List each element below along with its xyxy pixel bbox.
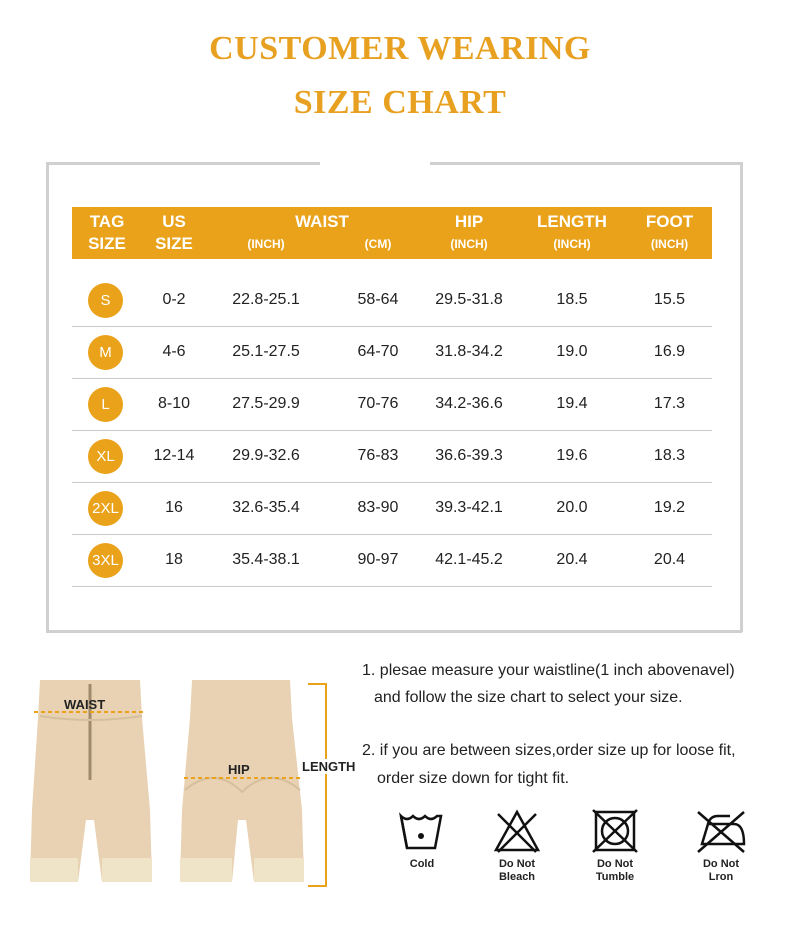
cell-hip: 36.6-39.3 xyxy=(435,447,503,464)
cell-waist-inch: 22.8-25.1 xyxy=(232,291,300,308)
cell-us: 18 xyxy=(165,551,183,568)
size-badge: 2XL xyxy=(88,491,123,526)
cell-waist-inch: 29.9-32.6 xyxy=(232,447,300,464)
cell-length: 19.6 xyxy=(556,447,588,464)
header-tag-line1: TAG xyxy=(89,212,125,231)
frame-top-right xyxy=(430,162,742,165)
note-1-line2: and follow the size chart to select your size. xyxy=(374,689,683,706)
cell-length: 19.4 xyxy=(556,395,588,412)
frame-bottom xyxy=(46,630,742,633)
care-label-line1: Do Not xyxy=(498,858,536,870)
cell-waist-inch: 32.6-35.4 xyxy=(232,499,300,516)
cell-length: 19.0 xyxy=(556,343,588,360)
table-row xyxy=(72,379,712,431)
header-tag-line2: SIZE xyxy=(88,234,126,253)
wash-cold-icon xyxy=(397,808,447,854)
cell-waist-cm: 90-97 xyxy=(357,551,399,568)
no-bleach-icon xyxy=(492,808,542,854)
cell-hip: 42.1-45.2 xyxy=(435,551,503,568)
care-label-line1: Do Not xyxy=(596,858,634,870)
note-1-line1: 1. plesae measure your waistline(1 inch abovenavel) xyxy=(362,662,735,679)
page-title-line2: SIZE CHART xyxy=(293,84,507,121)
table-row xyxy=(72,535,712,587)
frame-right xyxy=(740,162,743,632)
size-badge: M xyxy=(88,335,123,370)
cell-foot: 19.2 xyxy=(653,499,686,516)
care-item-cold xyxy=(387,808,457,871)
cell-us: 8-10 xyxy=(157,395,191,412)
size-table-header xyxy=(72,207,712,259)
header-us-line2: SIZE xyxy=(155,234,193,253)
label-length: LENGTH xyxy=(302,759,356,774)
note-2-line1: 2. if you are between sizes,order size up for loose fit, xyxy=(362,742,736,759)
cell-length: 20.4 xyxy=(556,551,588,568)
cell-foot: 17.3 xyxy=(653,395,686,412)
label-hip: HIP xyxy=(228,762,250,777)
header-hip-unit: (INCH) xyxy=(450,237,488,251)
cell-waist-cm: 70-76 xyxy=(357,395,399,412)
page-title-line1: CUSTOMER WEARING xyxy=(209,30,591,67)
size-badge: L xyxy=(88,387,123,422)
cell-waist-cm: 76-83 xyxy=(357,447,399,464)
cell-us: 4-6 xyxy=(162,343,186,360)
header-waist-cm: (CM) xyxy=(364,237,392,251)
cell-foot: 20.4 xyxy=(653,551,686,568)
header-length: LENGTH xyxy=(537,212,607,231)
header-us-line1: US xyxy=(162,212,186,231)
cell-us: 12-14 xyxy=(153,447,195,464)
care-item-no-bleach xyxy=(482,808,552,884)
cell-foot: 16.9 xyxy=(653,343,686,360)
cell-us: 16 xyxy=(165,499,183,516)
care-label-line2: Tumble xyxy=(595,871,635,883)
cell-waist-cm: 64-70 xyxy=(357,343,399,360)
care-label-line2: Lron xyxy=(708,871,734,883)
cell-hip: 31.8-34.2 xyxy=(435,343,503,360)
length-bracket xyxy=(308,684,326,886)
header-hip: HIP xyxy=(454,212,484,231)
cell-waist-inch: 35.4-38.1 xyxy=(232,551,300,568)
cell-waist-inch: 27.5-29.9 xyxy=(232,395,300,412)
size-badge: S xyxy=(88,283,123,318)
label-waist: WAIST xyxy=(64,697,106,712)
cell-length: 18.5 xyxy=(556,291,588,308)
back-garment-illustration xyxy=(180,680,304,882)
table-row xyxy=(72,483,712,535)
cell-foot: 18.3 xyxy=(653,447,686,464)
header-waist-inch: (INCH) xyxy=(247,237,285,251)
no-tumble-dry-icon xyxy=(590,808,640,854)
frame-top-left xyxy=(46,162,320,165)
table-row xyxy=(72,275,712,327)
header-waist: WAIST xyxy=(295,212,349,231)
note-2-line2: order size down for tight fit. xyxy=(377,770,570,787)
care-label-line2: Bleach xyxy=(498,871,536,883)
cell-foot: 15.5 xyxy=(653,291,686,308)
size-badge: XL xyxy=(88,439,123,474)
table-row xyxy=(72,431,712,483)
cell-waist-cm: 58-64 xyxy=(357,291,399,308)
header-foot: FOOT xyxy=(645,212,694,231)
cell-hip: 29.5-31.8 xyxy=(435,291,503,308)
cell-waist-inch: 25.1-27.5 xyxy=(232,343,300,360)
care-label-line1: Do Not xyxy=(702,858,740,870)
header-foot-unit: (INCH) xyxy=(650,237,689,251)
cell-waist-cm: 83-90 xyxy=(357,499,399,516)
care-item-no-tumble xyxy=(580,808,650,884)
cell-us: 0-2 xyxy=(162,291,186,308)
table-row xyxy=(72,327,712,379)
frame-left xyxy=(46,162,49,632)
cell-hip: 34.2-36.6 xyxy=(435,395,503,412)
care-item-no-iron xyxy=(686,808,756,884)
row-divider xyxy=(72,586,712,587)
cell-hip: 39.3-42.1 xyxy=(435,499,503,516)
header-length-unit: (INCH) xyxy=(553,237,591,251)
cell-length: 20.0 xyxy=(556,499,588,516)
size-badge: 3XL xyxy=(88,543,123,578)
no-iron-icon xyxy=(694,808,748,854)
care-label-line1: Cold xyxy=(409,858,435,870)
